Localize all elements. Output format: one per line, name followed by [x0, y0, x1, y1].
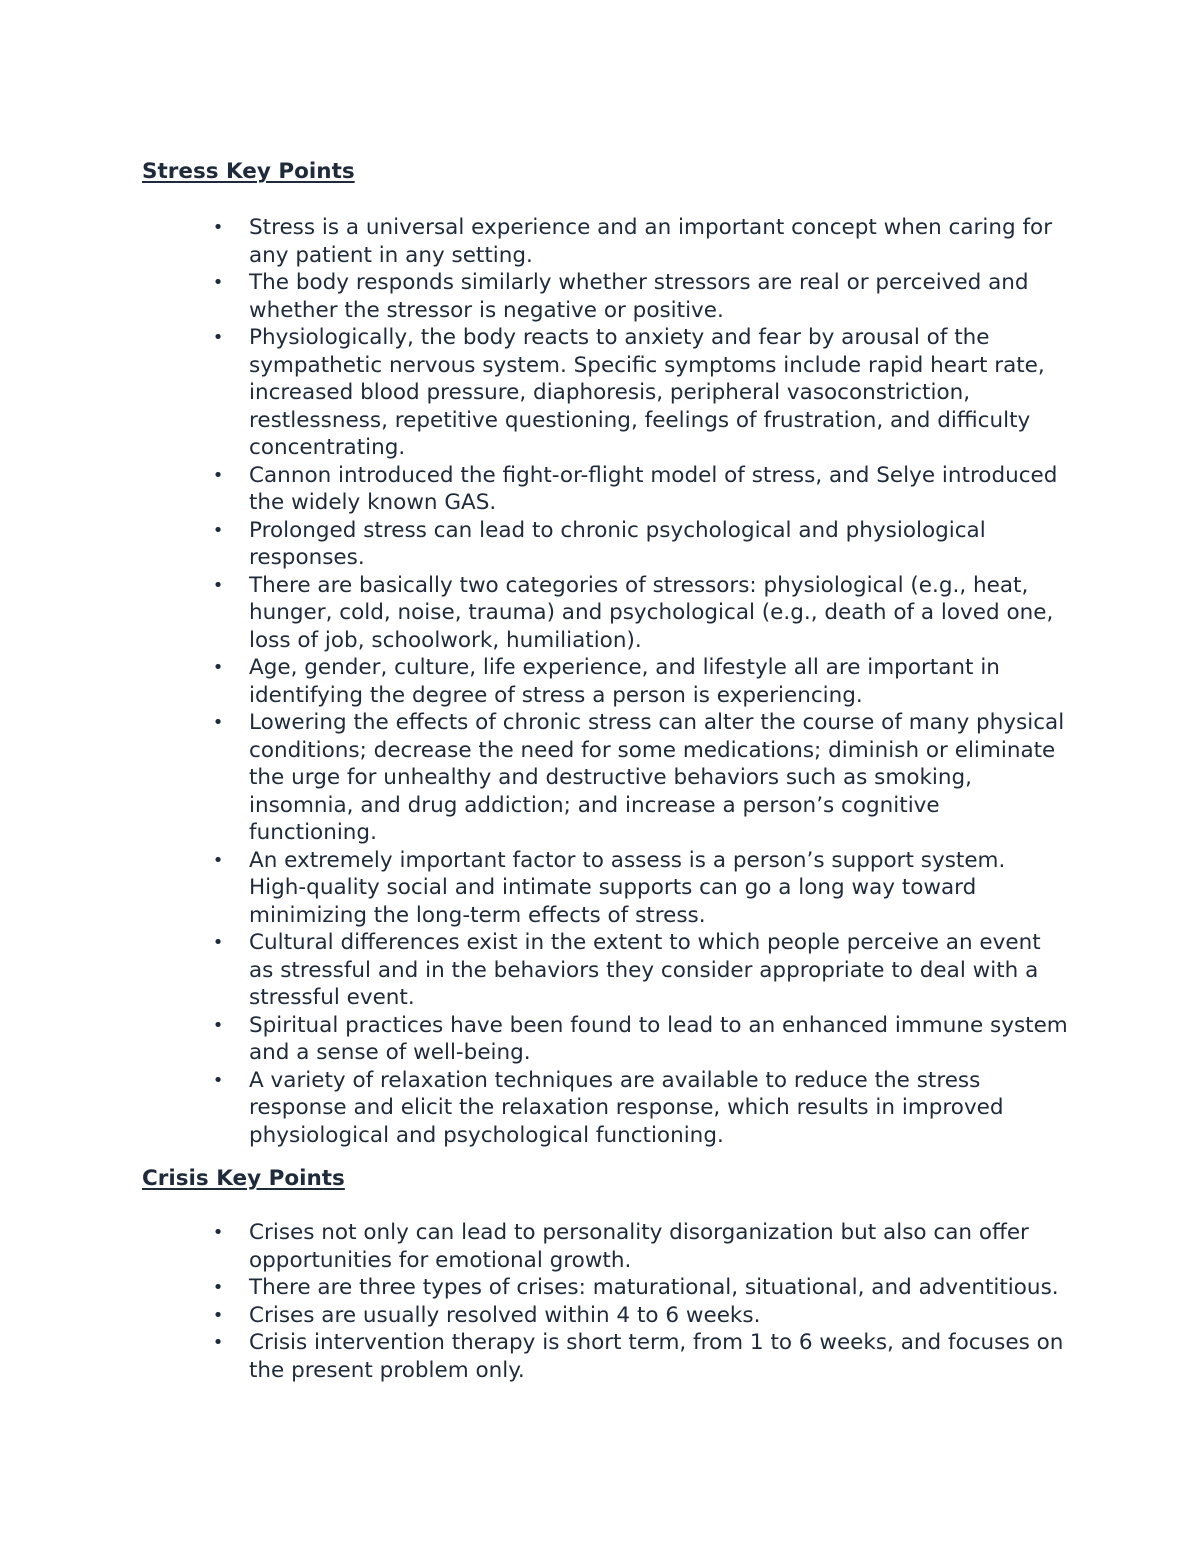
list-item: [0, 1012, 1069, 1067]
list-item-text: Crises are usually resolved within 4 to 6 weeks.: [249, 1302, 761, 1328]
bullet-icon: •: [212, 519, 224, 541]
bullet-icon: •: [212, 1332, 224, 1353]
bullet-icon: •: [212, 1069, 224, 1091]
list-item-text: Spiritual practices have been found to lead to an enhanced immune system and a sense of well-being.: [249, 1012, 1068, 1065]
list-item: [0, 847, 1069, 930]
bullet-icon: •: [212, 1304, 224, 1326]
bullet-icon: •: [212, 849, 224, 871]
stress-key-points-heading: Stress Key Points: [142, 159, 355, 184]
list-item: [0, 214, 1069, 269]
list-item: [0, 1274, 1069, 1302]
bullet-icon: •: [212, 574, 224, 596]
list-item: [0, 654, 1069, 709]
list-item-text: An extremely important factor to assess is a person’s support system. High-quality social and intimate supports can go a long way toward minimizing the long-term effects of stress.: [249, 847, 1006, 928]
list-item-text: Physiologically, the body reacts to anxiety and fear by arousal of the sympathetic nervous system. Specific symptoms include rapid heart rate, increased blood pressure, diaphoresis, peripheral vasoconstriction, restlessness, repetitive questioning, feelings of frustration, and difficulty concentrating.: [249, 325, 1045, 460]
list-item-text: Stress is a universal experience and an important concept when caring for any patient in any setting.: [249, 215, 1053, 268]
list-item-text: There are basically two categories of stressors: physiological (e.g., heat, hunger, cold, noise, trauma) and psychological (e.g., death of a loved one, loss of job, schoolwork, humiliation).: [249, 572, 1054, 653]
crisis-key-points-list: [0, 1219, 1069, 1384]
bullet-icon: •: [212, 217, 224, 238]
crisis-key-points-heading: Crisis Key Points: [142, 1166, 345, 1191]
list-item: [0, 572, 1069, 655]
list-item: [0, 929, 1069, 1012]
list-item-text: Cultural differences exist in the extent to which people perceive an event as stressful and in the behaviors they consider appropriate to deal with a stressful event.: [249, 930, 1041, 1010]
bullet-icon: •: [212, 327, 224, 348]
bullet-icon: •: [212, 657, 224, 678]
bullet-icon: •: [212, 1014, 224, 1036]
bullet-icon: •: [212, 1222, 224, 1243]
list-item: [0, 462, 1069, 517]
list-item-text: Cannon introduced the fight-or-flight model of stress, and Selye introduced the widely known GAS.: [249, 462, 1058, 515]
list-item: [0, 269, 1069, 324]
list-item-text: Prolonged stress can lead to chronic psychological and physiological responses.: [249, 517, 986, 570]
list-item-text: Crisis intervention therapy is short term, from 1 to 6 weeks, and focuses on the present problem only.: [249, 1330, 1064, 1383]
list-item-text: There are three types of crises: maturational, situational, and adventitious.: [249, 1275, 1059, 1300]
bullet-icon: •: [212, 272, 224, 293]
list-item-text: A variety of relaxation techniques are available to reduce the stress response and elicit the relaxation response, which results in improved physiological and psychological functioning.: [249, 1067, 1004, 1148]
list-item: [0, 517, 1069, 572]
bullet-icon: •: [212, 712, 224, 733]
list-item-text: The body responds similarly whether stressors are real or perceived and whether the stressor is negative or positive.: [249, 270, 1029, 323]
list-item: [0, 1067, 1069, 1150]
list-item-text: Crises not only can lead to personality disorganization but also can offer opportunities for emotional growth.: [249, 1220, 1029, 1273]
list-item: [0, 1219, 1069, 1274]
list-item-text: Lowering the effects of chronic stress can alter the course of many physical conditions; decrease the need for some medications; diminish or eliminate the urge for unhealthy and destructive behaviors such as smoking, insomnia, and drug addiction; and increase a person’s cognitive functioning.: [249, 710, 1065, 845]
list-item: [0, 1329, 1069, 1384]
bullet-icon: •: [212, 932, 224, 953]
list-item: [0, 709, 1069, 847]
bullet-icon: •: [212, 464, 224, 486]
list-item: [0, 324, 1069, 462]
list-item: [0, 1302, 1069, 1330]
bullet-icon: •: [212, 1277, 224, 1298]
stress-key-points-list: [0, 214, 1069, 1149]
list-item-text: Age, gender, culture, life experience, and lifestyle all are important in identifying the degree of stress a person is experiencing.: [249, 655, 1000, 708]
